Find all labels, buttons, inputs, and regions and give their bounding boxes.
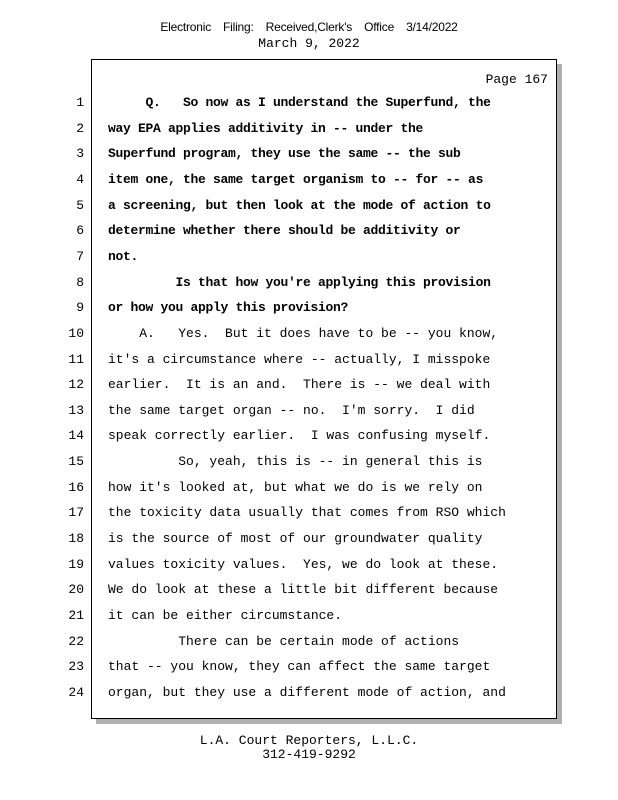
- transcript-line: A. Yes. But it does have to be -- you know,: [108, 326, 499, 341]
- transcript-line: is the source of most of our groundwater quality: [108, 531, 483, 546]
- line-number: 19: [68, 557, 84, 572]
- line-number: 9: [76, 300, 84, 315]
- line-number: 12: [68, 377, 84, 392]
- filing-stamp-part: Office: [364, 20, 395, 34]
- line-number: 10: [68, 326, 84, 341]
- line-number: 11: [68, 352, 84, 367]
- line-number: 23: [68, 659, 84, 674]
- filing-stamp: [0, 20, 618, 34]
- transcript-line: organ, but they use a different mode of action, and: [108, 685, 506, 700]
- transcript-line: that -- you know, they can affect the same target: [108, 659, 491, 674]
- transcript-line: earlier. It is an and. There is -- we deal with: [108, 377, 491, 392]
- line-number: 4: [76, 172, 84, 187]
- line-number: 22: [68, 634, 84, 649]
- transcript-line: or how you apply this provision?: [108, 300, 349, 315]
- deposition-date: March 9, 2022: [258, 36, 360, 51]
- filing-stamp-part: Electronic: [160, 20, 212, 34]
- transcript-line: Q. So now as I understand the Superfund, the: [108, 95, 491, 110]
- transcript-line: speak correctly earlier. I was confusing myself.: [108, 428, 491, 443]
- transcript-line: it's a circumstance where -- actually, I misspoke: [108, 352, 491, 367]
- footer-phone: 312-419-9292: [262, 747, 356, 762]
- line-number: 24: [68, 685, 84, 700]
- filing-stamp-part: 3/14/2022: [406, 20, 458, 34]
- transcript-line: determine whether there should be additivity or: [108, 223, 461, 238]
- line-number: 16: [68, 480, 84, 495]
- transcript-line: Superfund program, they use the same -- the sub: [108, 146, 461, 161]
- transcript-line: how it's looked at, but what we do is we rely on: [108, 480, 483, 495]
- transcript-line: So, yeah, this is -- in general this is: [108, 454, 483, 469]
- line-number: 14: [68, 428, 84, 443]
- page-number: Page 167: [485, 72, 548, 87]
- line-number: 20: [68, 582, 84, 597]
- transcript-line: There can be certain mode of actions: [108, 634, 460, 649]
- filing-stamp-part: Filing:: [223, 20, 254, 34]
- transcript-line: way EPA applies additivity in -- under the: [108, 121, 424, 136]
- transcript-line: not.: [108, 249, 139, 264]
- transcript-line: the toxicity data usually that comes from RSO which: [108, 505, 506, 520]
- line-number: 2: [76, 121, 84, 136]
- line-number: 6: [76, 223, 84, 238]
- line-number: 3: [76, 146, 84, 161]
- transcript-line: values toxicity values. Yes, we do look at these.: [108, 557, 499, 572]
- line-number: 17: [68, 505, 84, 520]
- line-number: 8: [76, 275, 84, 290]
- transcript-line: item one, the same target organism to -- for -- as: [108, 172, 484, 187]
- filing-stamp-part: Received,Clerk's: [265, 20, 353, 34]
- line-number: 1: [76, 95, 84, 110]
- line-number: 7: [76, 249, 84, 264]
- line-number: 5: [76, 198, 84, 213]
- transcript-line: it can be either circumstance.: [108, 608, 343, 623]
- line-number: 21: [68, 608, 84, 623]
- transcript-line: a screening, but then look at the mode of action to: [108, 198, 491, 213]
- transcript-line: Is that how you're applying this provision: [108, 275, 491, 290]
- footer-company: L.A. Court Reporters, L.L.C.: [199, 733, 419, 748]
- line-number: 13: [68, 403, 84, 418]
- line-number: 18: [68, 531, 84, 546]
- transcript-line: We do look at these a little bit different because: [108, 582, 499, 597]
- line-number: 15: [68, 454, 84, 469]
- transcript-line: the same target organ -- no. I'm sorry. I did: [108, 403, 475, 418]
